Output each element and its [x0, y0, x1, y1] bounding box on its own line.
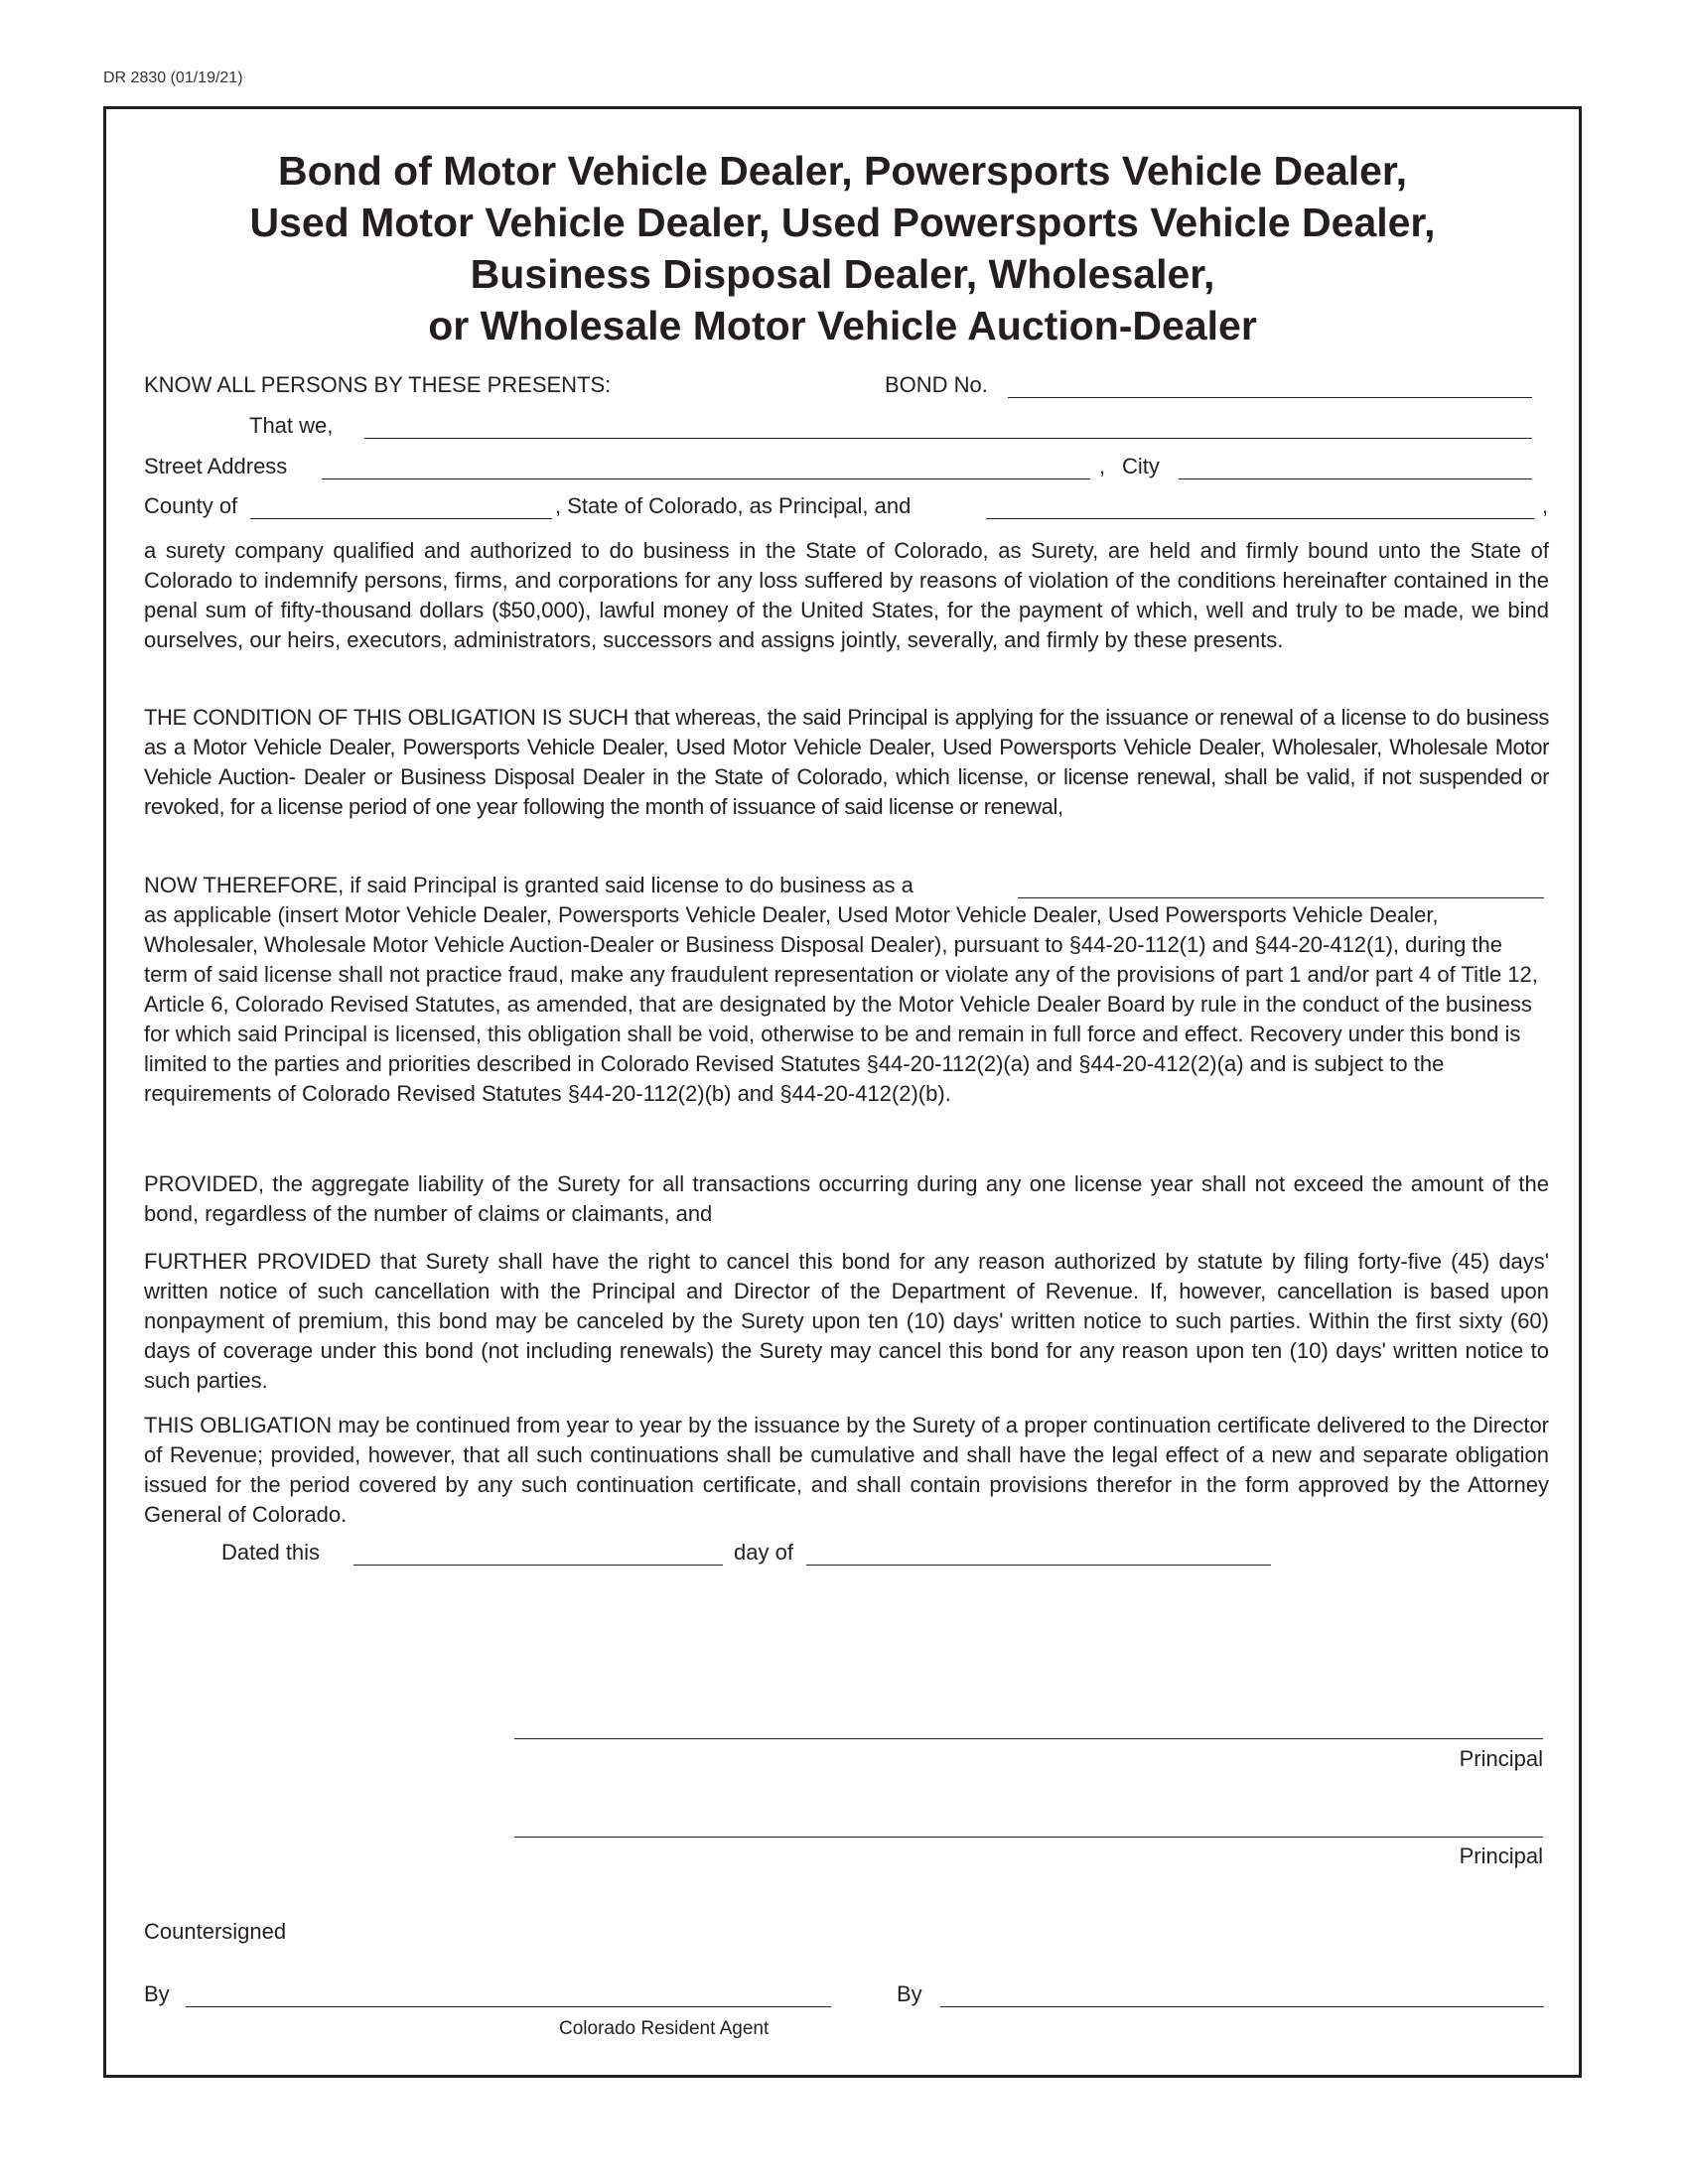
principal-label-2: Principal	[1459, 1843, 1543, 1868]
title-line-3: Business Disposal Dealer, Wholesaler,	[470, 251, 1215, 297]
surety-paragraph: a surety company qualified and authorized to do business in the State of Colorado, as Surety, are held and firmly bound unto the State of Colorado to indemnify persons, firms, and corporations for any loss suffered by reasons of violation of the conditions hereinafter contained in the penal sum of fifty-thousand dollars ($50,000), lawful money of the United States, for the payment of which, well and truly to be made, we bind ourselves, our heirs, executors, administrators, successors and assigns jointly, severally, and firmly by these presents.	[144, 538, 1549, 652]
provided-paragraph: PROVIDED, the aggregate liability of the Surety for all transactions occurring during any one license year shall not exceed the amount of the bond, regardless of the number of claims or claimants, and	[144, 1171, 1549, 1226]
know-all-persons-text: KNOW ALL PERSONS BY THESE PRESENTS:	[144, 372, 612, 397]
resident-agent-signature-line[interactable]	[186, 2006, 831, 2007]
license-type-field[interactable]	[1018, 897, 1544, 898]
bond-no-label: BOND No.	[885, 372, 988, 397]
principal-signature-line-2[interactable]	[514, 1837, 1543, 1838]
now-therefore-lead: NOW THEREFORE, if said Principal is granted said license to do business as a	[144, 873, 914, 897]
dated-this-label: Dated this	[221, 1540, 321, 1565]
by-label-agent: By	[144, 1981, 170, 2006]
state-of-colorado-text: , State of Colorado, as Principal, and	[555, 493, 912, 518]
street-address-comma: ,	[1099, 454, 1106, 478]
street-address-field[interactable]	[322, 478, 1090, 479]
form-title	[106, 145, 1579, 351]
day-of-label: day of	[734, 1540, 793, 1565]
principal-name-field[interactable]	[364, 438, 1532, 439]
dated-day-field[interactable]	[353, 1565, 723, 1566]
street-address-label: Street Address	[144, 454, 288, 478]
surety-name-field[interactable]	[986, 518, 1534, 519]
title-line-4: or Wholesale Motor Vehicle Auction-Dealer	[428, 303, 1257, 348]
county-field[interactable]	[250, 518, 552, 519]
colorado-resident-agent-caption: Colorado Resident Agent	[559, 2018, 770, 2039]
city-label: City	[1122, 454, 1160, 478]
title-line-2: Used Motor Vehicle Dealer, Used Powersports Vehicle Dealer,	[249, 200, 1436, 245]
principal-label-1: Principal	[1459, 1746, 1543, 1771]
county-label: County of	[144, 493, 238, 518]
bond-no-field[interactable]	[1008, 397, 1532, 398]
further-provided-paragraph: FURTHER PROVIDED that Surety shall have the right to cancel this bond for any reason authorized by statute by filing forty-five (45) days' written notice of such cancellation with the Principal and Director of the Department of Revenue. If, however, cancellation is based upon nonpayment of premium, this bond may be canceled by the Surety upon ten (10) days' written notice to such parties. Within the first sixty (60) days of coverage under this bond (not including renewals) the Surety may cancel this bond for any reason upon ten (10) days' written notice to such parties.	[144, 1249, 1549, 1393]
that-we-label: That we,	[249, 413, 334, 438]
city-field[interactable]	[1179, 478, 1532, 479]
form-number: DR 2830 (01/19/21)	[103, 69, 243, 86]
condition-paragraph: THE CONDITION OF THIS OBLIGATION IS SUCH that whereas, the said Principal is applying for the issuance or renewal of a license to do business as a Motor Vehicle Dealer, Powersports Vehicle Dealer, Used Motor Vehicle Dealer, Used Powersports Vehicle Dealer, Wholesaler, Wholesale Motor Vehicle Auction- Dealer or Business Disposal Dealer in the State of Colorado, which license, or license renewal, shall be valid, if not suspended or revoked, for a license period of one year following the month of issuance of said license or renewal,	[144, 705, 1549, 819]
now-therefore-paragraph: as applicable (insert Motor Vehicle Dealer, Powersports Vehicle Dealer, Used Motor Vehicle Dealer, Used Powersports Vehicle Dealer, Wholesaler, Wholesale Motor Vehicle Auction-Dealer or Business Disposal Dealer), pursuant to §44-20-112(1) and §44-20-412(1), during the term of said license shall not practice fraud, make any fraudulent representation or violate any of the provisions of part 1 and/or part 4 of Title 12, Article 6, Colorado Revised Statutes, as amended, that are designated by the Motor Vehicle Dealer Board by rule in the conduct of the business for which said Principal is licensed, this obligation shall be void, otherwise to be and remain in full force and effect. Recovery under this bond is limited to the parties and priorities described in Colorado Revised Statutes §44-20-112(2)(a) and §44-20-412(2)(a) and is subject to the requirements of Colorado Revised Statutes §44-20-112(2)(b) and §44-20-412(2)(b).	[144, 902, 1538, 1106]
by-label-surety: By	[897, 1981, 922, 2006]
countersigned-label: Countersigned	[144, 1919, 287, 1944]
title-line-1: Bond of Motor Vehicle Dealer, Powersports Vehicle Dealer,	[278, 148, 1407, 194]
this-obligation-paragraph: THIS OBLIGATION may be continued from year to year by the issuance by the Surety of a proper continuation certificate delivered to the Director of Revenue; provided, however, that all such continuations shall be cumulative and shall have the legal effect of a new and separate obligation issued for the period covered by any such continuation certificate, and shall contain provisions therefor in the form approved by the Attorney General of Colorado.	[144, 1413, 1549, 1527]
dated-month-field[interactable]	[806, 1565, 1271, 1566]
surety-signature-line[interactable]	[940, 2006, 1544, 2007]
bond-form-frame	[103, 106, 1582, 2078]
principal-signature-line-1[interactable]	[514, 1738, 1543, 1739]
surety-comma: ,	[1542, 493, 1549, 518]
